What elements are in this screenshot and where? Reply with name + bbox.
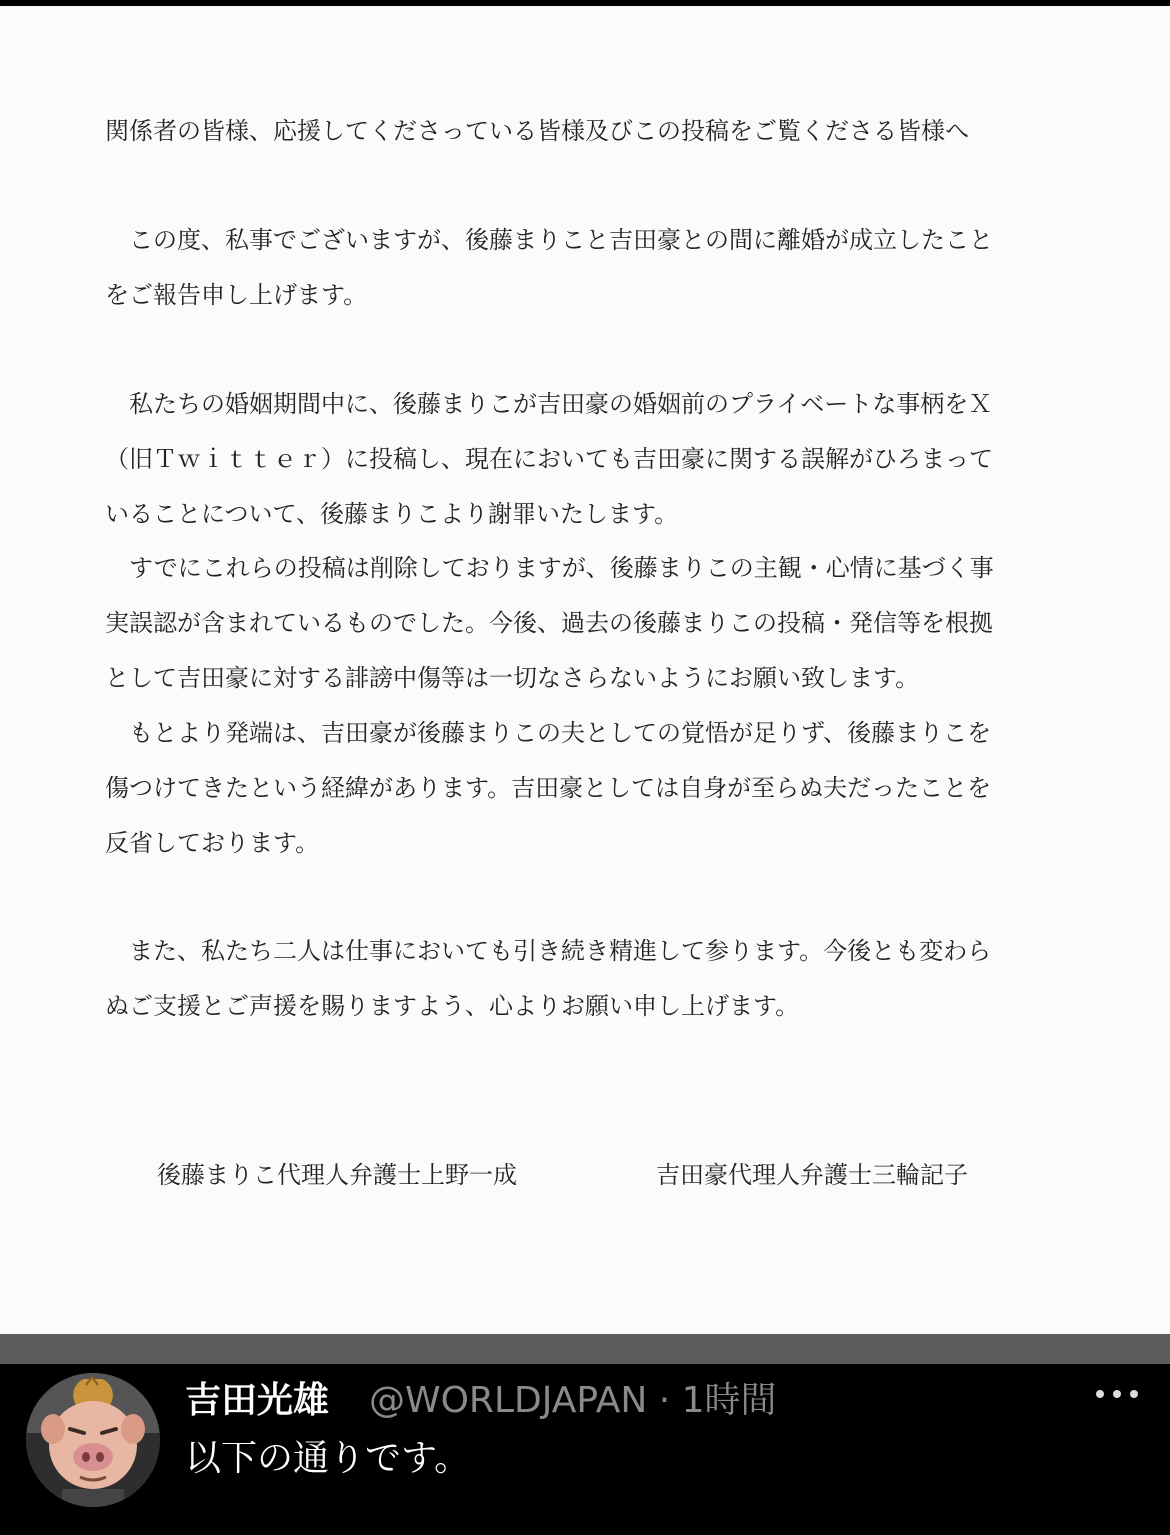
doc-line: 関係者の皆様、応援してくださっている皆様及びこの投稿をご覧くださる皆様へ xyxy=(105,117,969,145)
signature-right: 吉田豪代理人弁護士三輪記子 xyxy=(656,1161,968,1189)
doc-line: として吉田豪に対する誹謗中傷等は一切なさらないようにお願い致します。 xyxy=(105,664,920,692)
author-name[interactable]: 吉田光雄 xyxy=(185,1380,330,1421)
more-options-icon[interactable] xyxy=(1090,1372,1144,1412)
doc-line: もとより発端は、吉田豪が後藤まりこの夫としての覚悟が足りず、後藤まりこを xyxy=(105,719,992,747)
author-handle-time[interactable]: @WORLDJAPAN · 1時間 xyxy=(369,1380,777,1421)
doc-line: （旧Ｔｗｉｔｔｅｒ）に投稿し、現在においても吉田豪に関する誤解がひろまって xyxy=(105,445,993,473)
doc-line: 傷つけてきたという経緯があります。吉田豪としては自身が至らぬ夫だったことを xyxy=(105,774,992,802)
doc-line: 私たちの婚姻期間中に、後藤まりこが吉田豪の婚姻前のプライベートな事柄をＸ xyxy=(105,390,993,418)
doc-line: この度、私事でございますが、後藤まりこと吉田豪との間に離婚が成立したこと xyxy=(105,226,993,254)
signature-left: 後藤まりこ代理人弁護士上野一成 xyxy=(157,1161,517,1189)
post-item[interactable] xyxy=(0,1364,1170,1535)
doc-line: をご報告申し上げます。 xyxy=(105,281,368,309)
post-text: 以下の通りです。 xyxy=(185,1438,471,1479)
statement-document-image[interactable] xyxy=(0,6,1170,1334)
doc-line: ぬご支援とご声援を賜りますよう、心よりお願い申し上げます。 xyxy=(105,992,800,1020)
doc-line: 反省しております。 xyxy=(105,829,320,857)
pig-character-icon xyxy=(26,1373,160,1507)
divider-bar xyxy=(0,1334,1170,1364)
doc-line: いることについて、後藤まりこより謝罪いたします。 xyxy=(105,500,679,528)
doc-line: すでにこれらの投稿は削除しておりますが、後藤まりこの主観・心情に基づく事 xyxy=(105,554,994,582)
doc-line: 実誤認が含まれているものでした。今後、過去の後藤まりこの投稿・発信等を根拠 xyxy=(105,609,993,637)
doc-line: また、私たち二人は仕事においても引き続き精進して参ります。今後とも変わら xyxy=(105,937,992,965)
avatar[interactable] xyxy=(26,1373,160,1507)
